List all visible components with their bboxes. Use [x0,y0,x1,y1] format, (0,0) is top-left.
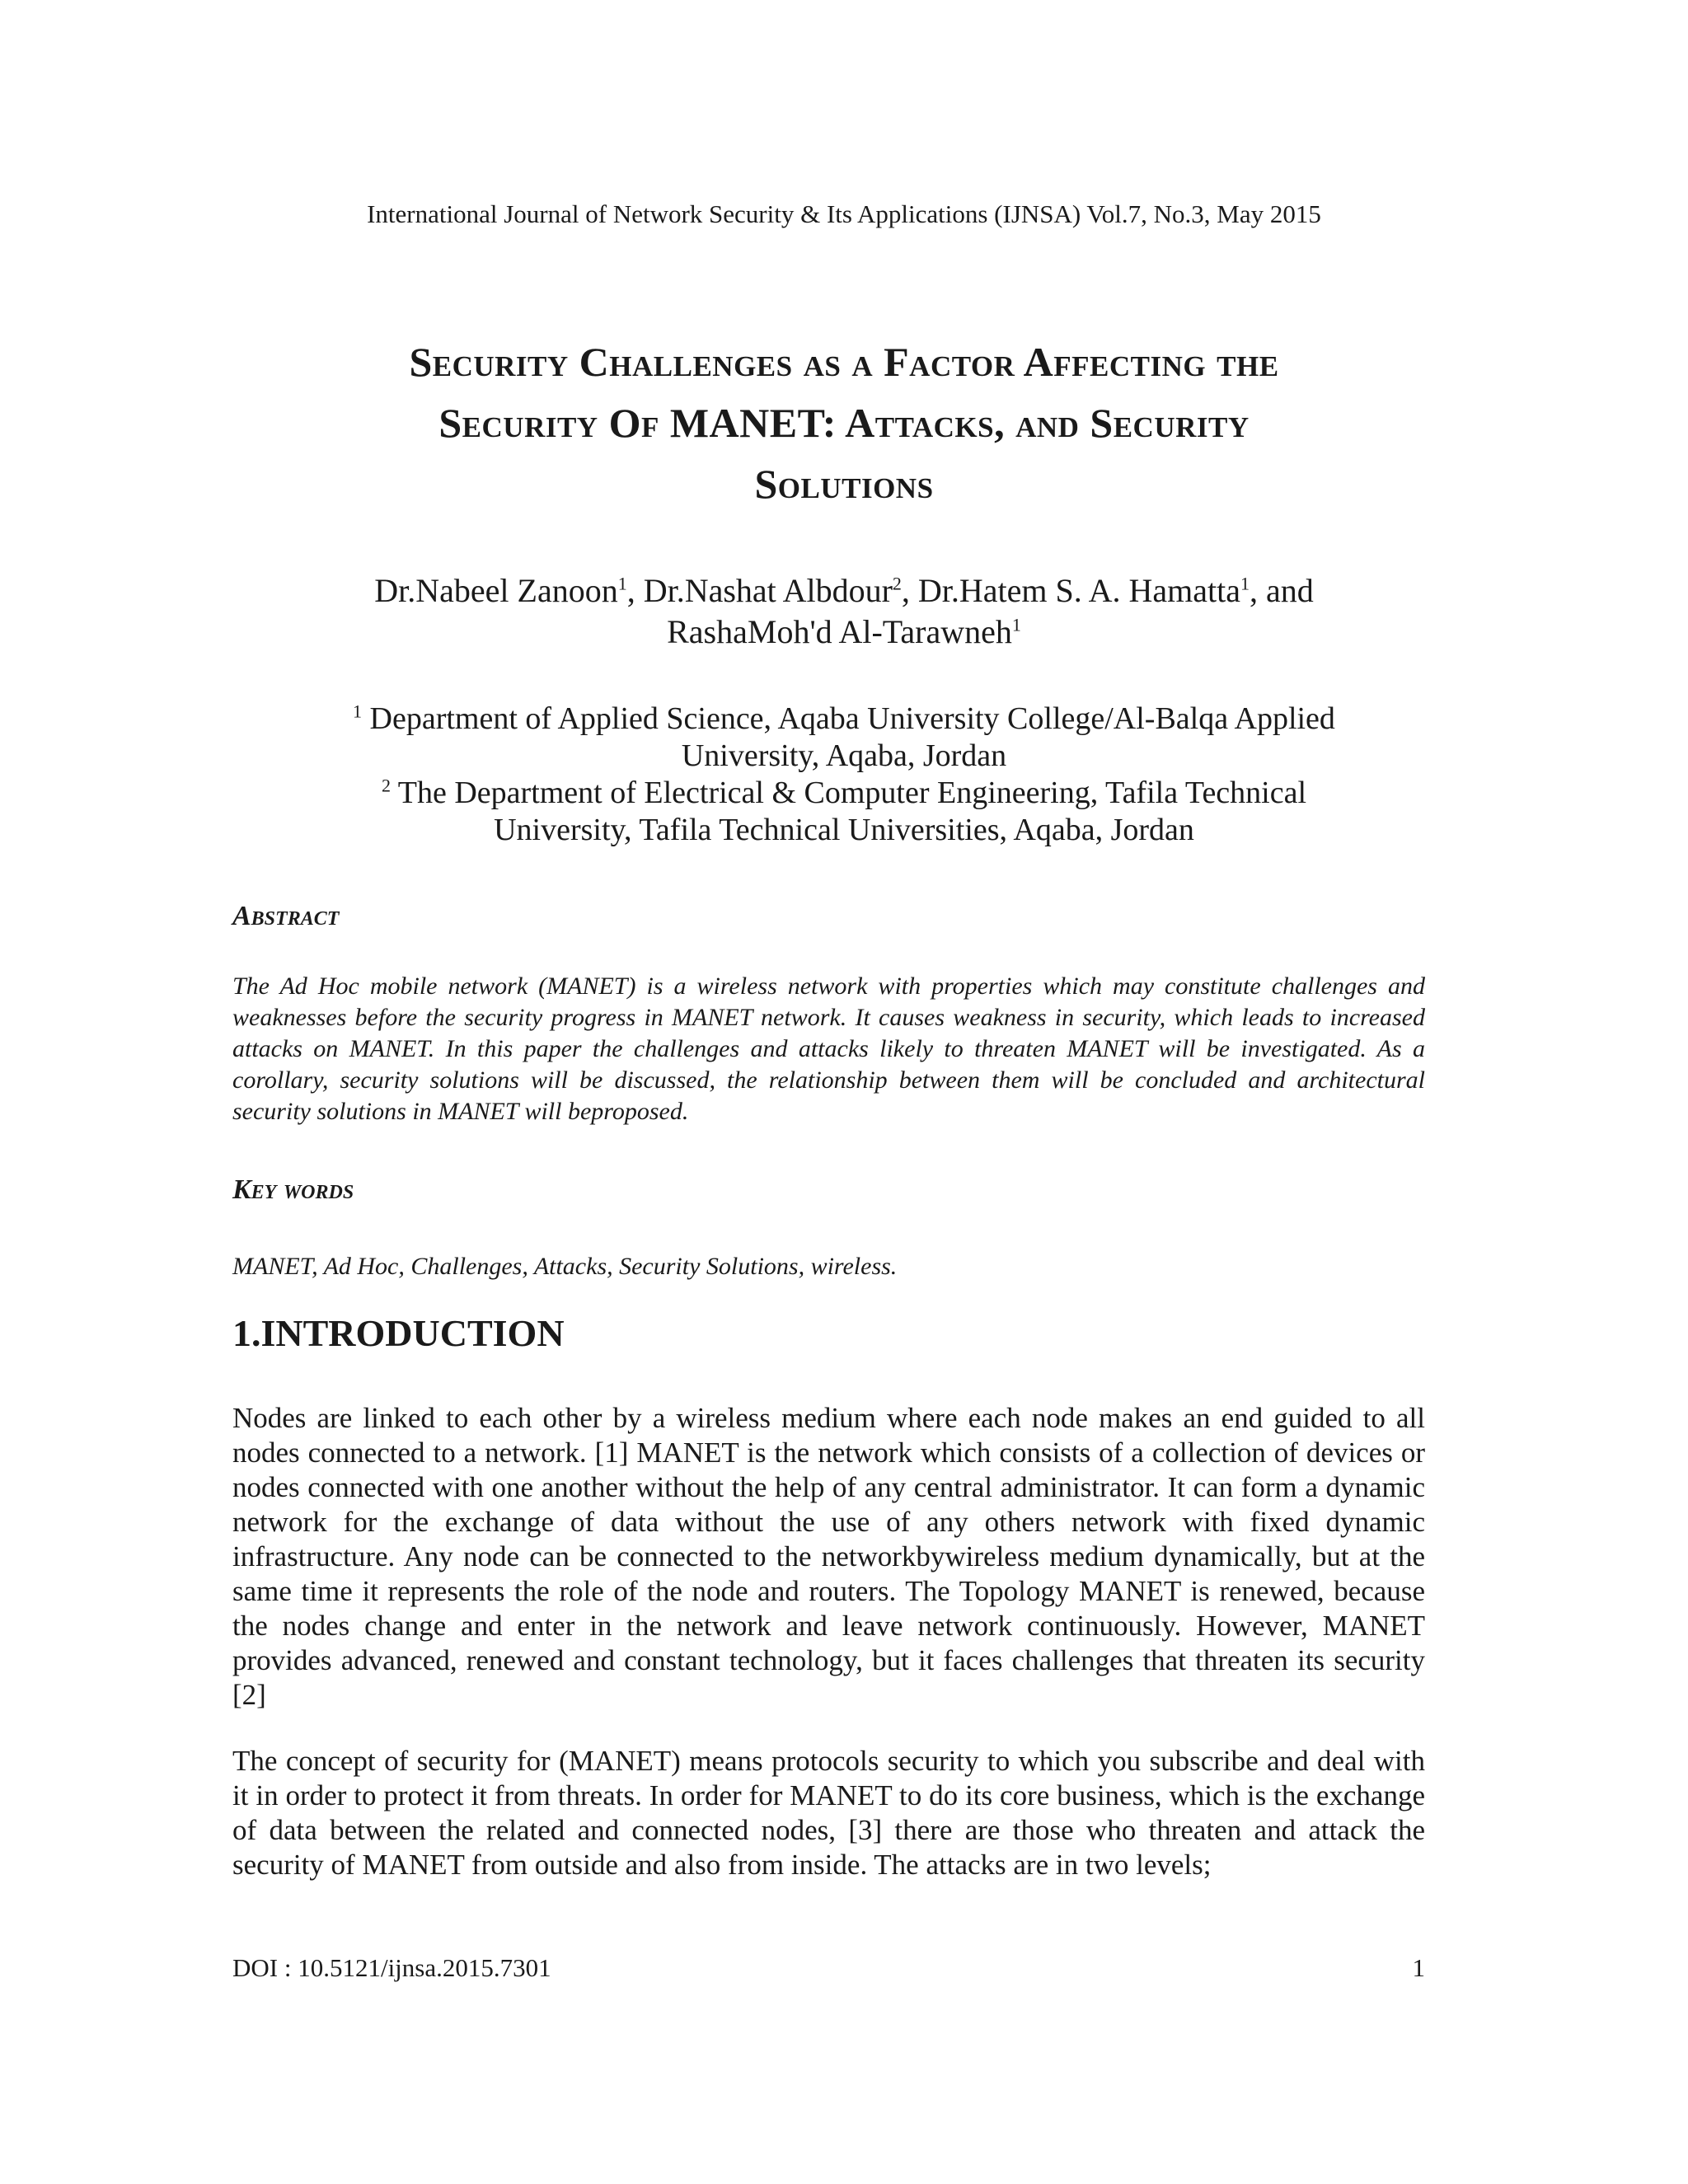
authors-line-1 [165,570,1523,612]
author-4-affiliation-mark: 1 [1011,614,1021,635]
author-4: RashaMoh'd Al-Tarawneh [667,613,1012,650]
abstract-heading: Abstract [232,901,340,931]
affiliation-1-line-2: University, Aqaba, Jordan [681,738,1007,773]
introduction-paragraph-1: Nodes are linked to each other by a wireless medium where each node makes an end guided to all nodes connected to a network. [1] MANET is the network which consists of a collection of devices or nodes connected with one another without the help of any central administrator. It can form a dynamic network for the exchange of data without the use of any others network with fixed dynamic infrastructure. Any node can be connected to the networkbywireless medium dynamically, but at the same time it represents the role of the node and routers. The Topology MANET is renewed, because the nodes change and enter in the network and leave network continuously. However, MANET provides advanced, renewed and constant technology, but it faces challenges that threaten its security [2] [232,1402,1425,1711]
affiliation-2-mark: 2 [381,775,391,796]
author-3-affiliation-mark: 1 [1240,573,1250,594]
affiliation-2-text: The Department of Electrical & Computer Engineering, Tafila Technical [390,776,1307,810]
author-conjunction: , and [1249,572,1314,609]
title-line-3: Solutions [754,461,934,507]
affiliation-2-line-1 [165,775,1523,812]
affiliation-1-mark: 1 [353,701,363,722]
running-header: International Journal of Network Security & Its Applications (IJNSA) Vol.7, No.3, May 2015 [367,199,1321,228]
affiliation-2-line-2: University, Tafila Technical Universities, Aqaba, Jordan [494,813,1194,847]
affiliation-list [165,701,1523,849]
abstract-text: The Ad Hoc mobile network (MANET) is a wireless network with properties which may constitute challenges and weaknesses before the security progress in MANET network. It causes weakness in security, which leads to increased attacks on MANET. In this paper the challenges and attacks likely to threaten MANET will be investigated. As a corollary, security solutions will be discussed, the relationship between them will be concluded and architectural security solutions in MANET will beproposed. [232,972,1425,1125]
affiliation-1-line-1 [165,701,1523,738]
introduction-paragraph-2: The concept of security for (MANET) means protocols security to which you subscribe and deal with it in order to protect it from threats. In order for MANET to do its core business, which is the exchange of data between the related and connected nodes, [3] there are those who threaten and attack the security of MANET from outside and also from inside. The attacks are in two levels; [232,1745,1425,1881]
title-line-2: Security Of MANET: Attacks, and Security [438,400,1250,446]
keywords-heading: Key words [232,1174,354,1205]
introduction-heading: 1.INTRODUCTION [232,1312,565,1354]
authors-line-2 [165,612,1523,653]
doi-footer: DOI : 10.5121/ijnsa.2015.7301 [232,1953,551,1982]
author-3: , Dr.Hatem S. A. Hamatta [901,572,1240,609]
keywords-text: MANET, Ad Hoc, Challenges, Attacks, Security Solutions, wireless. [232,1253,898,1280]
title-line-1: Security Challenges as a Factor Affecting the [409,339,1279,385]
affiliation-1-text: Department of Applied Science, Aqaba University College/Al-Balqa Applied [362,701,1335,736]
author-list [165,570,1523,653]
author-2-affiliation-mark: 2 [892,573,902,594]
page-number: 1 [1412,1953,1425,1982]
paper-title [206,331,1482,514]
author-1-affiliation-mark: 1 [617,573,627,594]
author-1: Dr.Nabeel Zanoon [374,572,618,609]
author-2: , Dr.Nashat Albdour [626,572,893,609]
